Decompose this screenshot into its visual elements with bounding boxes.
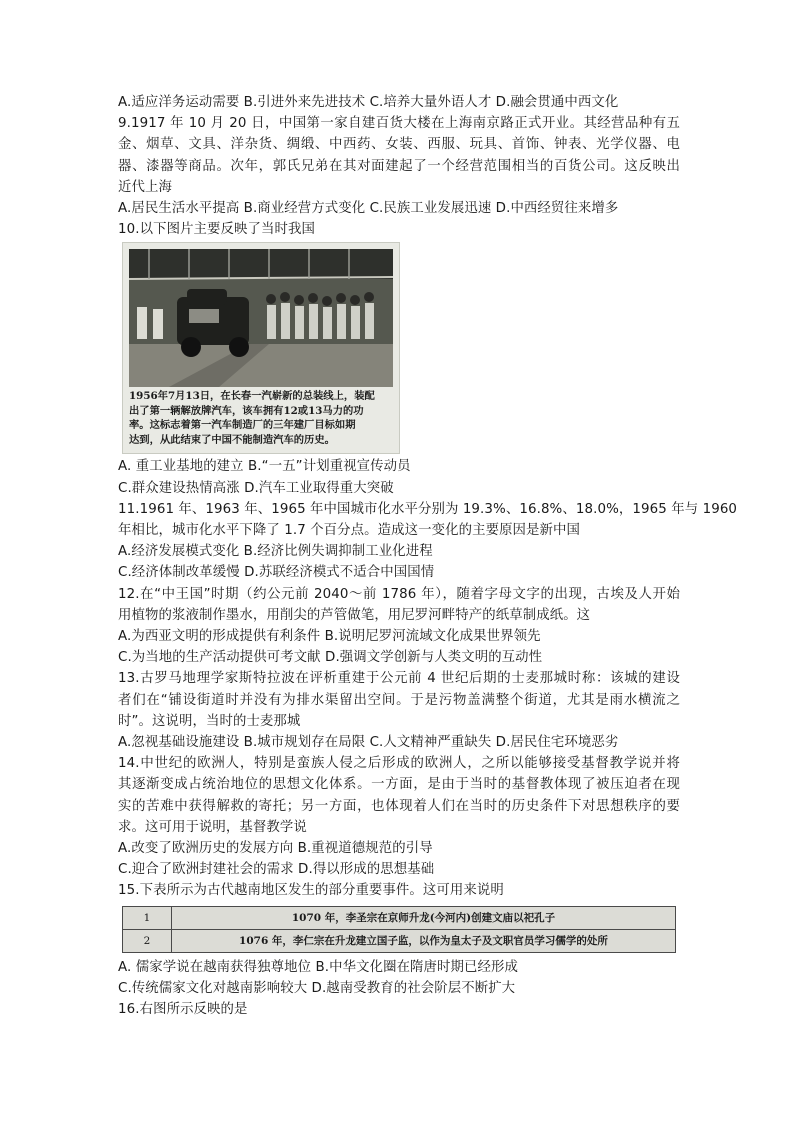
q12-stem-1: 12.在“中王国”时期（约公元前 2040～前 1786 年），随着字母文字的出现，古埃及人开始: [118, 586, 680, 602]
q9-stem-4: 近代上海: [118, 179, 172, 195]
q15-stem: 15.下表所示为古代越南地区发生的部分重要事件。这可用来说明: [118, 883, 504, 899]
q9-stem-3: 器、漆器等商品。次年，郭氏兄弟在其对面建起了一个经营范围相当的百货公司。这反映出: [118, 158, 680, 174]
q12-options-ab: A.为西亚文明的形成提供有利条件 B.说明尼罗河流域文化成果世界领先: [118, 629, 541, 645]
q14-stem-2: 其逐渐变成占统治地位的思想文化体系。一方面，是由于当时的基督教体现了被压迫者在现: [118, 777, 680, 793]
q15-options-cd: C.传统儒家文化对越南影响较大 D.越南受教育的社会阶层不断扩大: [118, 980, 516, 996]
q12-options-cd: C.为当地的生产活动提供可考文献 D.强调文学创新与人类文明的互动性: [118, 650, 543, 666]
q16-stem: 16.右图所示反映的是: [118, 1002, 248, 1018]
q8-options: A.适应洋务运动需要 B.引进外来先进技术 C.培养大量外语人才 D.融会贯通中西文化: [118, 95, 619, 110]
q10-options-ab: A. 重工业基地的建立 B.“一五”计划重视宣传动员: [118, 459, 411, 475]
q12-stem-2: 用植物的浆液制作墨水，用削尖的芦管做笔，用尼罗河畔特产的纸草制成纸。这: [118, 607, 591, 623]
q14-stem-1: 14.中世纪的欧洲人，特别是蛮族人侵之后形成的欧洲人，之所以能够接受基督教学说并将: [118, 756, 680, 772]
q11-stem-2: 年相比，城市化水平下降了 1.7 个百分点。造成这一变化的主要原因是新中国: [118, 523, 581, 539]
q14-options-cd: C.迎合了欧洲封建社会的需求 D.得以形成的思想基础: [118, 862, 435, 878]
q13-stem-2: 者们在“铺设街道时并没有为排水渠留出空间。于是污物盖满整个街道，尤其是雨水横流之: [118, 692, 680, 708]
table-cell-event: 1076 年，李仁宗在升龙建立国子监，以作为皇太子及文职官员学习儒学的处所: [172, 929, 676, 952]
table-cell-no: 1: [123, 906, 172, 929]
photo-caption-line-1: 1956年7月13日，在长春一汽崭新的总装线上，装配: [129, 390, 375, 403]
photo-caption-line-4: 达到，从此结束了中国不能制造汽车的历史。: [129, 433, 335, 446]
photo-caption: [129, 389, 393, 447]
table-cell-event: 1070 年，李圣宗在京师升龙(今河内)创建文庙以祀孔子: [172, 906, 676, 929]
q10-options-cd: C.群众建设热情高涨 D.汽车工业取得重大突破: [118, 480, 394, 496]
q14-stem-3: 实的苦难中获得解救的寄托；另一方面，也体现着人们在当时的历史条件下对思想秩序的要: [118, 798, 680, 814]
q14-stem-4: 求。这可用于说明，基督教学说: [118, 819, 307, 835]
table-cell-no: 2: [123, 929, 172, 952]
exam-page: [118, 92, 738, 1020]
photo-caption-line-2: 出了第一辆解放牌汽车，该车拥有12或13马力的功: [129, 404, 364, 417]
q11-stem-1: 11.1961 年、1963 年、1965 年中国城市化水平分别为 19.3%、16.8%、18.0%，1965 年与 1960: [118, 501, 738, 517]
q11-options-cd: C.经济体制改革缓慢 D.苏联经济模式不适合中国国情: [118, 565, 435, 581]
q15-options-ab: A. 儒家学说在越南获得独尊地位 B.中华文化圈在隋唐时期已经形成: [118, 959, 518, 975]
q10-stem: 10.以下图片主要反映了当时我国: [118, 222, 315, 238]
q11-options-ab: A.经济发展模式变化 B.经济比例失调抑制工业化进程: [118, 544, 433, 560]
q13-stem-1: 13.古罗马地理学家斯特拉波在评析重建于公元前 4 世纪后期的士麦那城时称：该城的建设: [118, 671, 680, 687]
q9-options: A.居民生活水平提高 B.商业经营方式变化 C.民族工业发展迅速 D.中西经贸往来增多: [118, 201, 619, 217]
q10-photo: [122, 242, 400, 454]
q14-options-ab: A.改变了欧洲历史的发展方向 B.重视道德规范的引导: [118, 841, 433, 857]
assembly-line-photo: [129, 249, 393, 387]
q9-stem-1: 9.1917 年 10 月 20 日，中国第一家自建百货大楼在上海南京路正式开业。其经营品种有五: [118, 116, 680, 132]
table-row: [123, 906, 676, 929]
photo-caption-line-3: 率。这标志着第一汽车制造厂的三年建厂目标如期: [129, 419, 356, 432]
q9-stem-2: 金、烟草、文具、洋杂货、绸缎、中西药、女装、西服、玩具、首饰、钟表、光学仪器、电: [118, 137, 680, 153]
q13-stem-3: 时”。这说明，当时的士麦那城: [118, 713, 301, 729]
q13-options: A.忽视基础设施建设 B.城市规划存在局限 C.人文精神严重缺失 D.居民住宅环境恶劣: [118, 735, 619, 751]
table-row: [123, 929, 676, 952]
q15-events-table: [122, 906, 676, 953]
